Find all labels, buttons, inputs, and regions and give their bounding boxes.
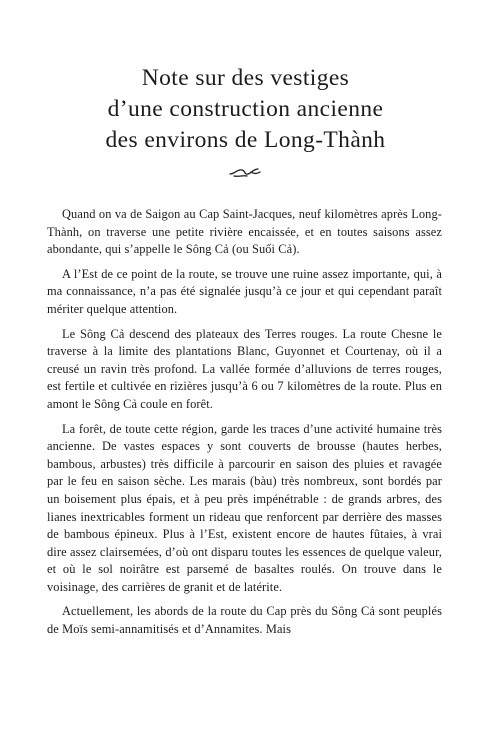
title-line-2: d’une construction ancienne	[107, 96, 384, 122]
article-body	[47, 206, 442, 639]
title-line-1: Note sur des vestiges	[141, 65, 350, 91]
title-line-3: des environs de Long-Thành	[105, 127, 386, 153]
paragraph-2: A l’Est de ce point de la route, se trouve une ruine assez importante, qui, à ma connaissance, n’a pas été signalée jusqu’à ce jour et qui cependant paraît mériter quelque attention.	[47, 266, 442, 316]
paragraph-1: Quand on va de Saigon au Cap Saint-Jacques, neuf kilomètres après Long-Thành, on traverse une petite rivière encaissée, et en toutes saisons assez abondante, qui s’appelle le Sông Cả (ou Suối Cả).	[47, 207, 442, 257]
paragraph-4: La forêt, de toute cette région, garde les traces d’une activité humaine très ancienne. De vastes espaces y sont couverts de brousse (hautes herbes, bambous, arbustes) très difficile à parcourir en saison des pluies et ravagée par le feu en saison sèche. Les marais (bàu) très nombreux, sont bordés par un boisement plus épais, et à peu près impénétrable : de grands arbres, des lianes inextricables forment un rideau que renforcent par derrière des masses de bambous épineux. Plus à l’Est, existent encore de hautes fûtaies, à vrai dire assez clairsemées, d’où ont disparu toutes les essences de quelque valeur, et où le sol noirâtre est parsemé de basaltes roulés. On trouve dans le voisinage, des carrières de granit et de latérite.	[47, 421, 442, 594]
decorative-flourish-icon	[229, 166, 261, 178]
paragraph-5: Actuellement, les abords de la route du Cap près du Sông Cả sont peuplés de Moïs semi-annamitisés et d’Annamites. Mais	[47, 604, 442, 637]
paragraph-3: Le Sông Cả descend des plateaux des Terres rouges. La route Chesne le traverse à la limite des plantations Blanc, Guyonnet et Courtenay, où il a creusé un ravin très profond. La vallée formée d’alluvions de terres rouges, est fertile et cultivée en rizières jusqu’à 6 ou 7 kilomètres de la route. Plus en amont le Sông Cả coule en forêt.	[47, 326, 442, 411]
article-title	[0, 63, 491, 156]
